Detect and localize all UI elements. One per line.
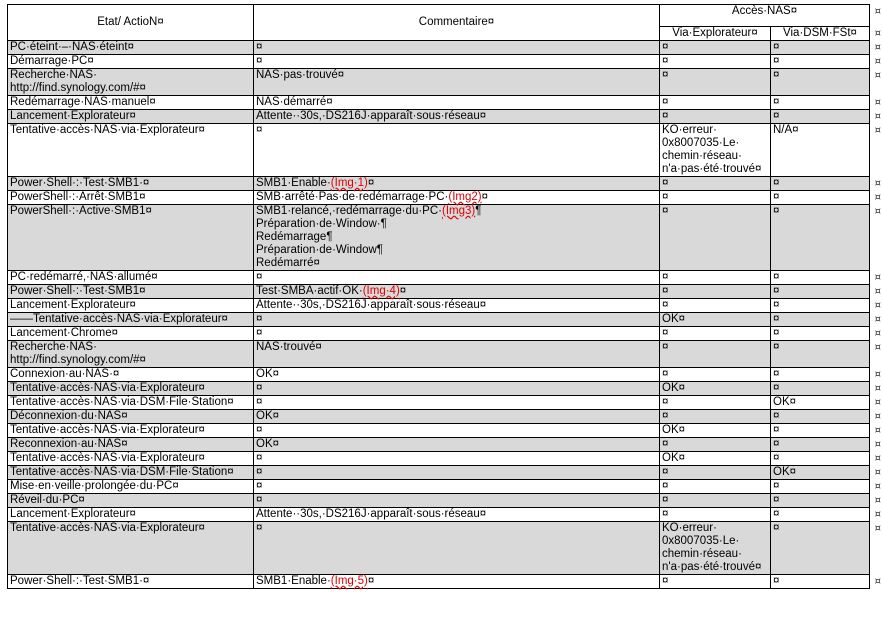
explorer-cell: ¤	[660, 466, 771, 480]
table-row	[8, 575, 870, 589]
comment-cell: SMB1·relancé,·redémarrage·du·PC·(Img3)¶ Préparation·de·Window·¶ Redémarrage¶ Préparation·de·Window¶ Redémarré¤	[254, 205, 660, 271]
dsm-cell: ¤ ¤	[771, 508, 870, 522]
comment-cell: ¤	[254, 382, 660, 396]
dsm-cell: ¤ ¤	[771, 285, 870, 299]
explorer-cell: ¤	[660, 110, 771, 124]
table-row	[8, 508, 870, 522]
table-row	[8, 69, 870, 96]
explorer-cell: ¤	[660, 575, 771, 589]
action-cell: Réveil·du·PC¤	[8, 494, 254, 508]
comment-cell: ¤	[254, 396, 660, 410]
comment-cell: Attente··30s,·DS216J·apparaît·sous·réseau¤	[254, 508, 660, 522]
table-row	[8, 271, 870, 285]
row-end-mark: ¤	[874, 369, 881, 380]
table-row	[8, 313, 870, 327]
comment-cell: SMB1·Enable·(Img·5)¤	[254, 575, 660, 589]
action-cell: PC·éteint·–·NAS·éteint¤	[8, 41, 254, 55]
comment-cell: Test·SMBA·actif·OK·(Img·4)¤	[254, 285, 660, 299]
action-cell: Reconnexion·au·NAS¤	[8, 438, 254, 452]
row-end-mark: ¤	[874, 178, 881, 189]
action-cell: Déconnexion·du·NAS¤	[8, 410, 254, 424]
table-row	[8, 96, 870, 110]
dsm-cell: OK¤ ¤	[771, 466, 870, 480]
row-end-mark: ¤	[874, 272, 881, 283]
action-cell: Recherche·NAS· http://find.synology.com/#¤	[8, 69, 254, 96]
header-via-dsm: Via·DSM·FSt¤ ¤	[771, 27, 870, 41]
table-row	[8, 177, 870, 191]
table-row	[8, 452, 870, 466]
dsm-cell: OK¤ ¤	[771, 396, 870, 410]
table-row	[8, 522, 870, 575]
dsm-cell: ¤ ¤	[771, 191, 870, 205]
explorer-cell: ¤	[660, 205, 771, 271]
action-cell: Tentative·accès·NAS·via·DSM·File·Station¤	[8, 466, 254, 480]
header-access: Accès·NAS¤ ¤	[660, 5, 870, 27]
table-row	[8, 191, 870, 205]
action-cell: Tentative·accès·NAS·via·Explorateur¤	[8, 382, 254, 396]
explorer-cell: OK¤	[660, 313, 771, 327]
dsm-cell: ¤ ¤	[771, 522, 870, 575]
comment-cell: ¤	[254, 327, 660, 341]
row-end-mark: ¤	[874, 467, 881, 478]
table-row	[8, 341, 870, 368]
dsm-cell: ¤ ¤	[771, 438, 870, 452]
action-cell: Power·Shell·:·Test·SMB1·¤	[8, 177, 254, 191]
dsm-cell: ¤ ¤	[771, 341, 870, 368]
table-row	[8, 410, 870, 424]
row-end-mark: ¤	[874, 495, 881, 506]
row-end-mark: ¤	[874, 300, 881, 311]
comment-cell: OK¤	[254, 368, 660, 382]
action-cell: Tentative·accès·NAS·via·Explorateur¤	[8, 522, 254, 575]
dsm-cell: ¤ ¤	[771, 69, 870, 96]
comment-cell: ¤	[254, 452, 660, 466]
action-cell: Mise·en·veille·prolongée·du·PC¤	[8, 480, 254, 494]
header-row-1	[8, 5, 870, 27]
comment-cell: ¤	[254, 41, 660, 55]
action-cell: PC·redémarré,·NAS·allumé¤	[8, 271, 254, 285]
row-end-mark: ¤	[874, 286, 881, 297]
table-row	[8, 41, 870, 55]
row-end-mark: ¤	[874, 314, 881, 325]
comment-cell: ¤	[254, 313, 660, 327]
table-row	[8, 110, 870, 124]
table-row	[8, 480, 870, 494]
dsm-cell: ¤ ¤	[771, 110, 870, 124]
action-cell: Power·Shell·:·Test·SMB1¤	[8, 285, 254, 299]
dsm-cell: ¤ ¤	[771, 494, 870, 508]
table-row	[8, 438, 870, 452]
explorer-cell: ¤	[660, 341, 771, 368]
dsm-cell: N/A¤ ¤	[771, 124, 870, 177]
action-cell: Tentative·accès·NAS·via·Explorateur¤	[8, 452, 254, 466]
table-row	[8, 299, 870, 313]
explorer-cell: ¤	[660, 271, 771, 285]
comment-cell: OK¤	[254, 438, 660, 452]
header-action: Etat/ ActioN¤	[8, 5, 254, 41]
explorer-cell: ¤	[660, 177, 771, 191]
action-cell: Lancement·Explorateur¤	[8, 110, 254, 124]
action-cell: Tentative·accès·NAS·via·Explorateur¤	[8, 124, 254, 177]
explorer-cell: ¤	[660, 55, 771, 69]
comment-cell: ¤	[254, 124, 660, 177]
row-end-mark: ¤	[874, 56, 881, 67]
explorer-cell: ¤	[660, 191, 771, 205]
action-cell: PowerShell·:·Active·SMB1¤	[8, 205, 254, 271]
explorer-cell: OK¤	[660, 424, 771, 438]
dsm-cell: ¤ ¤	[771, 410, 870, 424]
comment-cell: NAS·démarré¤	[254, 96, 660, 110]
explorer-cell: KO·erreur· 0x8007035·Le· chemin·réseau· n'a·pas·été·trouvé¤	[660, 522, 771, 575]
dsm-cell: ¤ ¤	[771, 480, 870, 494]
explorer-cell: ¤	[660, 480, 771, 494]
comment-cell: Attente··30s,·DS216J·apparaît·sous·réseau¤	[254, 110, 660, 124]
table-row	[8, 205, 870, 271]
row-end-mark: ¤	[874, 6, 881, 17]
comment-cell: SMB1·Enable·(Img·1)¤	[254, 177, 660, 191]
dsm-cell: ¤ ¤	[771, 177, 870, 191]
explorer-cell: ¤	[660, 299, 771, 313]
explorer-cell: ¤	[660, 508, 771, 522]
dsm-cell: ¤ ¤	[771, 41, 870, 55]
explorer-cell: ¤	[660, 494, 771, 508]
row-end-mark: ¤	[874, 411, 881, 422]
comment-cell: ¤	[254, 55, 660, 69]
explorer-cell: KO·erreur· 0x8007035·Le· chemin·réseau· n'a·pas·été·trouvé¤	[660, 124, 771, 177]
dsm-cell: ¤ ¤	[771, 96, 870, 110]
table-row	[8, 285, 870, 299]
header-via-explorer: Via·Explorateur¤	[660, 27, 771, 41]
comment-cell: Attente··30s,·DS216J·apparaît·sous·réseau¤	[254, 299, 660, 313]
action-cell: Redémarrage·NAS·manuel¤	[8, 96, 254, 110]
table-row	[8, 327, 870, 341]
explorer-cell: ¤	[660, 368, 771, 382]
row-end-mark: ¤	[874, 42, 881, 53]
row-end-mark: ¤	[874, 70, 881, 81]
row-end-mark: ¤	[874, 481, 881, 492]
row-end-mark: ¤	[874, 576, 881, 587]
table-row	[8, 124, 870, 177]
comment-cell: ¤	[254, 466, 660, 480]
row-end-mark: ¤	[874, 28, 881, 39]
explorer-cell: ¤	[660, 396, 771, 410]
test-log-table	[7, 4, 881, 589]
row-end-mark: ¤	[874, 125, 881, 136]
comment-cell: ¤	[254, 424, 660, 438]
dsm-cell: ¤ ¤	[771, 575, 870, 589]
explorer-cell: ¤	[660, 327, 771, 341]
row-end-mark: ¤	[874, 342, 881, 353]
dsm-cell: ¤ ¤	[771, 424, 870, 438]
table-row	[8, 382, 870, 396]
header-comment: Commentaire¤	[254, 5, 660, 41]
dsm-cell: ¤ ¤	[771, 205, 870, 271]
comment-cell: ¤	[254, 522, 660, 575]
row-end-mark: ¤	[874, 192, 881, 203]
row-end-mark: ¤	[874, 206, 881, 217]
row-end-mark: ¤	[874, 111, 881, 122]
table-row	[8, 396, 870, 410]
comment-cell: NAS·trouvé¤	[254, 341, 660, 368]
table-row	[8, 55, 870, 69]
row-end-mark: ¤	[874, 397, 881, 408]
comment-cell: SMB·arrêté·Pas·de·redémarrage·PC·(Img2)¤	[254, 191, 660, 205]
dsm-cell: ¤ ¤	[771, 55, 870, 69]
dsm-cell: ¤ ¤	[771, 299, 870, 313]
row-end-mark: ¤	[874, 509, 881, 520]
row-end-mark: ¤	[874, 97, 881, 108]
row-end-mark: ¤	[874, 328, 881, 339]
action-cell: ——Tentative·accès·NAS·via·Explorateur¤	[8, 313, 254, 327]
action-cell: Lancement·Explorateur¤	[8, 299, 254, 313]
row-end-mark: ¤	[874, 425, 881, 436]
action-cell: Lancement·Chrome¤	[8, 327, 254, 341]
action-cell: Recherche·NAS· http://find.synology.com/#¤	[8, 341, 254, 368]
dsm-cell: ¤ ¤	[771, 271, 870, 285]
table-row	[8, 424, 870, 438]
dsm-cell: ¤ ¤	[771, 368, 870, 382]
explorer-cell: OK¤	[660, 382, 771, 396]
row-end-mark: ¤	[874, 523, 881, 534]
row-end-mark: ¤	[874, 439, 881, 450]
row-end-mark: ¤	[874, 383, 881, 394]
dsm-cell: ¤ ¤	[771, 313, 870, 327]
table-row	[8, 494, 870, 508]
explorer-cell: ¤	[660, 96, 771, 110]
row-end-mark: ¤	[874, 453, 881, 464]
action-cell: Tentative·accès·NAS·via·Explorateur¤	[8, 424, 254, 438]
action-cell: Power·Shell·:·Test·SMB1·¤	[8, 575, 254, 589]
explorer-cell: ¤	[660, 438, 771, 452]
comment-cell: ¤	[254, 494, 660, 508]
explorer-cell: ¤	[660, 41, 771, 55]
comment-cell: OK¤	[254, 410, 660, 424]
explorer-cell: ¤	[660, 69, 771, 96]
explorer-cell: ¤	[660, 410, 771, 424]
action-cell: Tentative·accès·NAS·via·DSM·File·Station¤	[8, 396, 254, 410]
comment-cell: NAS·pas·trouvé¤	[254, 69, 660, 96]
explorer-cell: OK¤	[660, 452, 771, 466]
table-row	[8, 368, 870, 382]
explorer-cell: ¤	[660, 285, 771, 299]
dsm-cell: ¤ ¤	[771, 327, 870, 341]
action-cell: Connexion·au·NAS·¤	[8, 368, 254, 382]
comment-cell: ¤	[254, 480, 660, 494]
dsm-cell: ¤ ¤	[771, 382, 870, 396]
comment-cell: ¤	[254, 271, 660, 285]
action-cell: PowerShell·:·Arrêt·SMB1¤	[8, 191, 254, 205]
dsm-cell: ¤ ¤	[771, 452, 870, 466]
action-cell: Démarrage·PC¤	[8, 55, 254, 69]
table-row	[8, 466, 870, 480]
action-cell: Lancement·Explorateur¤	[8, 508, 254, 522]
